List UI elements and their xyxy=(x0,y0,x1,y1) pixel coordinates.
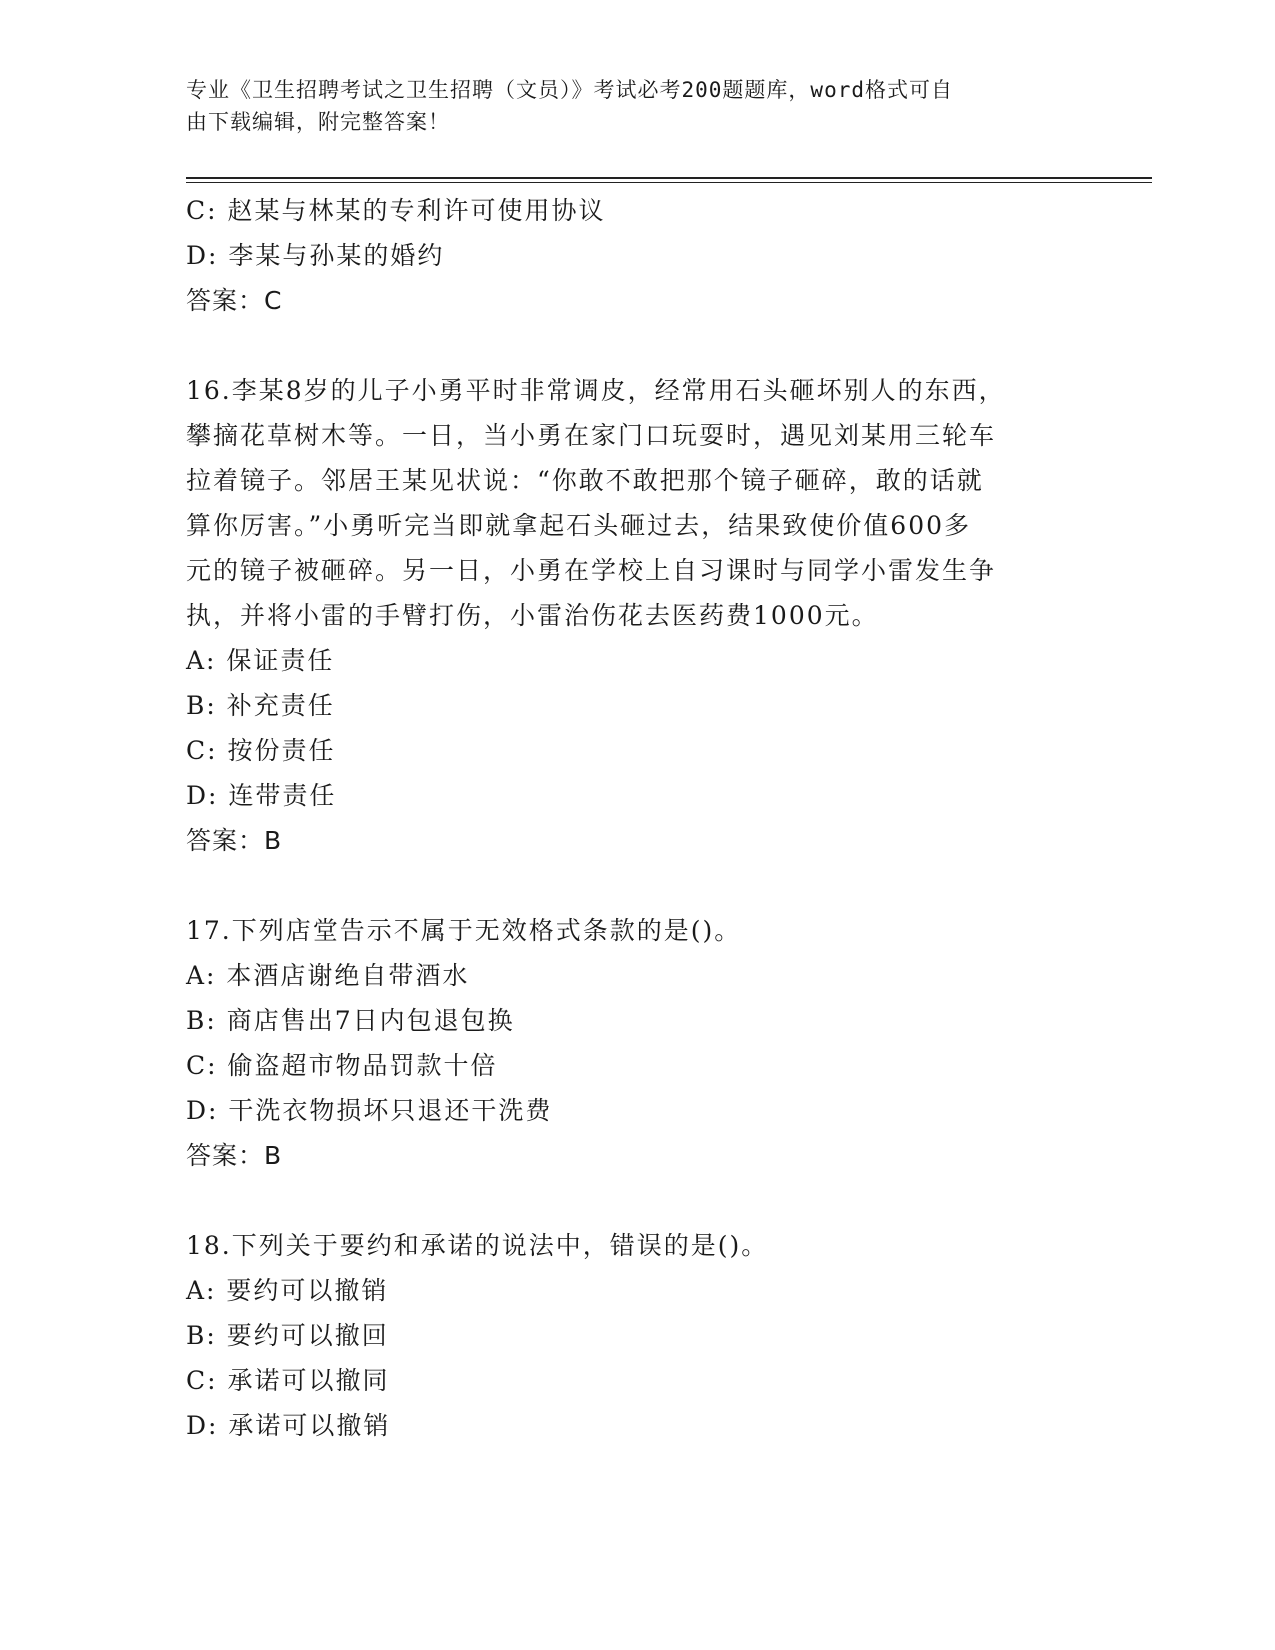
option-a: A: 要约可以撤销 xyxy=(186,1276,389,1305)
option-c: C: 按份责任 xyxy=(186,736,336,765)
option-a: A: 保证责任 xyxy=(186,646,335,675)
option-d: D: 李某与孙某的婚约 xyxy=(186,241,445,270)
header-divider-thin xyxy=(186,182,1152,183)
header-line-2: 由下载编辑，附完整答案！ xyxy=(186,110,450,134)
question-stem-line: 执，并将小雷的手臂打伤，小雷治伤花去医药费1000元。 xyxy=(186,601,879,630)
question-stem-line: 16.李某8岁的儿子小勇平时非常调皮，经常用石头砸坏别人的东西， xyxy=(186,376,1006,405)
option-b: B: 商店售出7日内包退包换 xyxy=(186,1006,515,1035)
question-18 xyxy=(186,1223,1066,1448)
option-d: D: 干洗衣物损坏只退还干洗费 xyxy=(186,1096,553,1125)
answer-line: 答案：B xyxy=(186,1141,283,1170)
option-d: D: 连带责任 xyxy=(186,781,337,810)
option-c: C: 偷盗超市物品罚款十倍 xyxy=(186,1051,498,1080)
question-stem-line: 元的镜子被砸碎。另一日，小勇在学校上自习课时与同学小雷发生争 xyxy=(186,556,997,585)
spacer xyxy=(186,863,1066,908)
header-divider-thick xyxy=(186,177,1152,179)
question-17 xyxy=(186,908,1066,1178)
option-b: B: 补充责任 xyxy=(186,691,335,720)
question-15-tail xyxy=(186,188,1066,323)
option-c: C: 赵某与林某的专利许可使用协议 xyxy=(186,196,606,225)
header-line-1: 专业《卫生招聘考试之卫生招聘（文员）》考试必考200题题库，word格式可自 xyxy=(186,78,953,102)
option-d: D: 承诺可以撤销 xyxy=(186,1411,391,1440)
document-body xyxy=(186,188,1066,1448)
question-stem-line: 攀摘花草树木等。一日，当小勇在家门口玩耍时，遇见刘某用三轮车 xyxy=(186,421,997,450)
option-b: B: 要约可以撤回 xyxy=(186,1321,389,1350)
document-header xyxy=(186,74,1066,138)
question-stem-line: 17.下列店堂告示不属于无效格式条款的是()。 xyxy=(186,916,742,945)
spacer xyxy=(186,323,1066,368)
question-stem-line: 算你厉害。”小勇听完当即就拿起石头砸过去，结果致使价值600多 xyxy=(186,511,972,540)
spacer xyxy=(186,1178,1066,1223)
question-stem-line: 18.下列关于要约和承诺的说法中，错误的是()。 xyxy=(186,1231,769,1260)
option-a: A: 本酒店谢绝自带酒水 xyxy=(186,961,470,990)
question-stem-line: 拉着镜子。邻居王某见状说：“你敢不敢把那个镜子砸碎，敢的话就 xyxy=(186,466,984,495)
question-16 xyxy=(186,368,1066,863)
answer-line: 答案：C xyxy=(186,286,283,315)
answer-line: 答案：B xyxy=(186,826,283,855)
option-c: C: 承诺可以撤同 xyxy=(186,1366,390,1395)
